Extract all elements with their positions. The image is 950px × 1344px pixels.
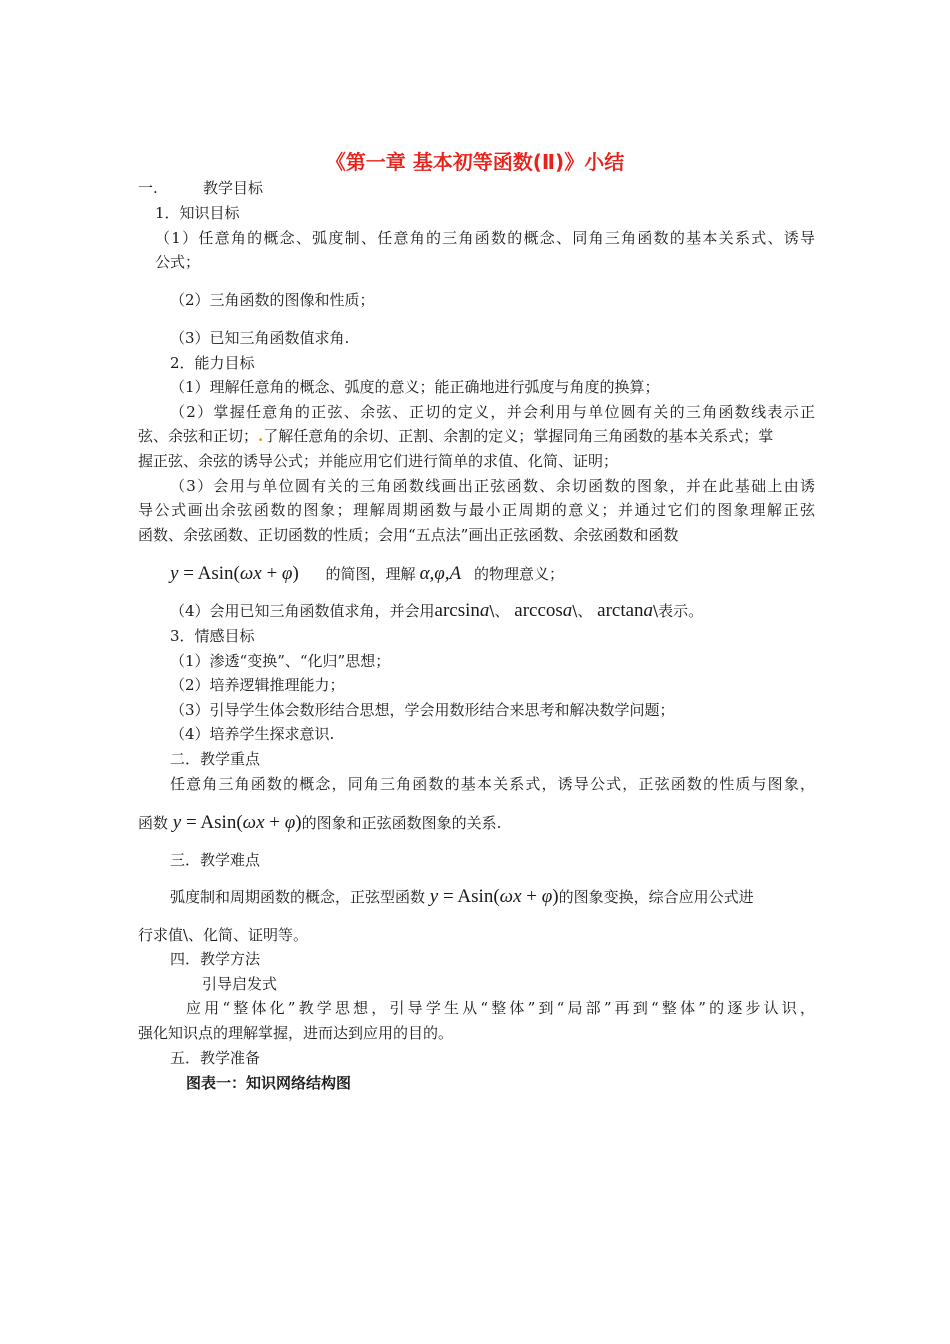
chart-one-caption: 图表一：知识网络结构图 <box>186 1074 352 1092</box>
ability-goal-3-line3: 函数、余弦函数、正切函数的性质；会用“五点法”画出正弦函数、余弦函数和函数 <box>138 526 679 544</box>
ability-goal-3-line1: （3）会用与单位圆有关的三角函数线画出正弦函数、余切函数的图象，并在此基础上由诱 <box>170 477 815 495</box>
ability-goal-heading: 2．能力目标 <box>170 354 255 372</box>
formula-variables: α,φ,A <box>419 563 462 584</box>
section-3-line1: 弧度制和周期函数的概念，正弦型函数 y = Asin(ωx + φ)的图象变换，综合应用公式进 <box>170 886 754 907</box>
section-2-line1: 任意角三角函数的概念，同角三角函数的基本关系式，诱导公式，正弦函数的性质与图象， <box>170 775 815 793</box>
arccos-expression: arccosa <box>514 600 573 621</box>
formula-line-middle: 的简图，理解 <box>325 565 416 583</box>
formula-line-end: 的物理意义； <box>473 565 564 583</box>
section-4-heading: 四．教学方法 <box>170 950 261 968</box>
section-2-heading: 二．教学重点 <box>170 750 261 768</box>
section-5-heading: 五．教学准备 <box>170 1049 261 1067</box>
ability-goal-2-line2-end: 了解任意角的余切、正割、余割的定义；掌握同角三角函数的基本关系式；掌 <box>263 427 774 445</box>
highlight-dot: . <box>258 427 264 445</box>
arctan-expression: arctana <box>597 600 654 621</box>
arcsin-expression: arcsina <box>434 600 490 621</box>
knowledge-goal-2: （2）三角函数的图像和性质； <box>170 291 375 309</box>
emotion-goal-4: （4）培养学生探求意识. <box>170 725 335 743</box>
section-4-method: 引导启发式 <box>202 975 278 993</box>
knowledge-goal-1-line2: 公式； <box>155 253 201 271</box>
formula-y-asin-2: y = Asin(ωx + φ) <box>172 812 302 833</box>
section-3-heading: 三．教学难点 <box>170 851 261 869</box>
knowledge-goal-1-line1: （1）任意角的概念、弧度制、任意角的三角函数的概念、同角三角函数的基本关系式、诱导 <box>155 229 815 247</box>
emotion-goal-3: （3）引导学生体会数形结合思想，学会用数形结合来思考和解决数学问题； <box>170 701 675 719</box>
section-4-line1: 应用“整体化”教学思想，引导学生从“整体”到“局部”再到“整体”的逐步认识， <box>186 999 815 1017</box>
ability-goal-2-line2 <box>138 426 815 446</box>
section-1-heading: 教学目标 <box>203 179 264 197</box>
ability-goal-1: （1）理解任意角的概念、弧度的意义；能正确地进行弧度与角度的换算； <box>170 378 660 396</box>
section-4-line2: 强化知识点的理解掌握，进而达到应用的目的。 <box>138 1024 454 1042</box>
section-2-line2: 函数 y = Asin(ωx + φ)的图象和正弦函数图象的关系. <box>138 812 502 833</box>
emotion-goal-heading: 3．情感目标 <box>170 627 255 645</box>
emotion-goal-1: （1）渗透“变换”、“化归”思想； <box>170 652 391 670</box>
ability-goal-3-line2: 导公式画出余弦函数的图象；理解周期函数与最小正周期的意义；并通过它们的图象理解正弦 <box>138 501 815 519</box>
formula-y-asin: y = Asin(ωx + φ) <box>170 563 299 584</box>
section-3-line2: 行求值\、化简、证明等。 <box>138 926 309 944</box>
section-1-number: 一. <box>138 179 158 197</box>
document-title: 《第一章 基本初等函数(Ⅱ)》小结 <box>325 150 625 174</box>
ability-goal-2-line3: 握正弦、余弦的诱导公式；并能应用它们进行简单的求值、化简、证明； <box>138 452 619 470</box>
ability-goal-2-line1: （2）掌握任意角的正弦、余弦、正切的定义，并会利用与单位圆有关的三角函数线表示正 <box>170 403 815 421</box>
formula-y-asin-3: y = Asin(ωx + φ) <box>429 886 559 907</box>
ability-goal-2-line2-start: 弦、余弦和正切； <box>138 427 259 445</box>
ability-goal-3-formula-line <box>170 561 564 587</box>
knowledge-goal-heading: 1．知识目标 <box>155 204 240 222</box>
emotion-goal-2: （2）培养逻辑推理能力； <box>170 676 345 694</box>
ability-goal-4: （4）会用已知三角函数值求角，并会用arcsina\、 arccosa\、 arctana\表示。 <box>170 600 704 621</box>
knowledge-goal-3: （3）已知三角函数值求角. <box>170 329 350 347</box>
